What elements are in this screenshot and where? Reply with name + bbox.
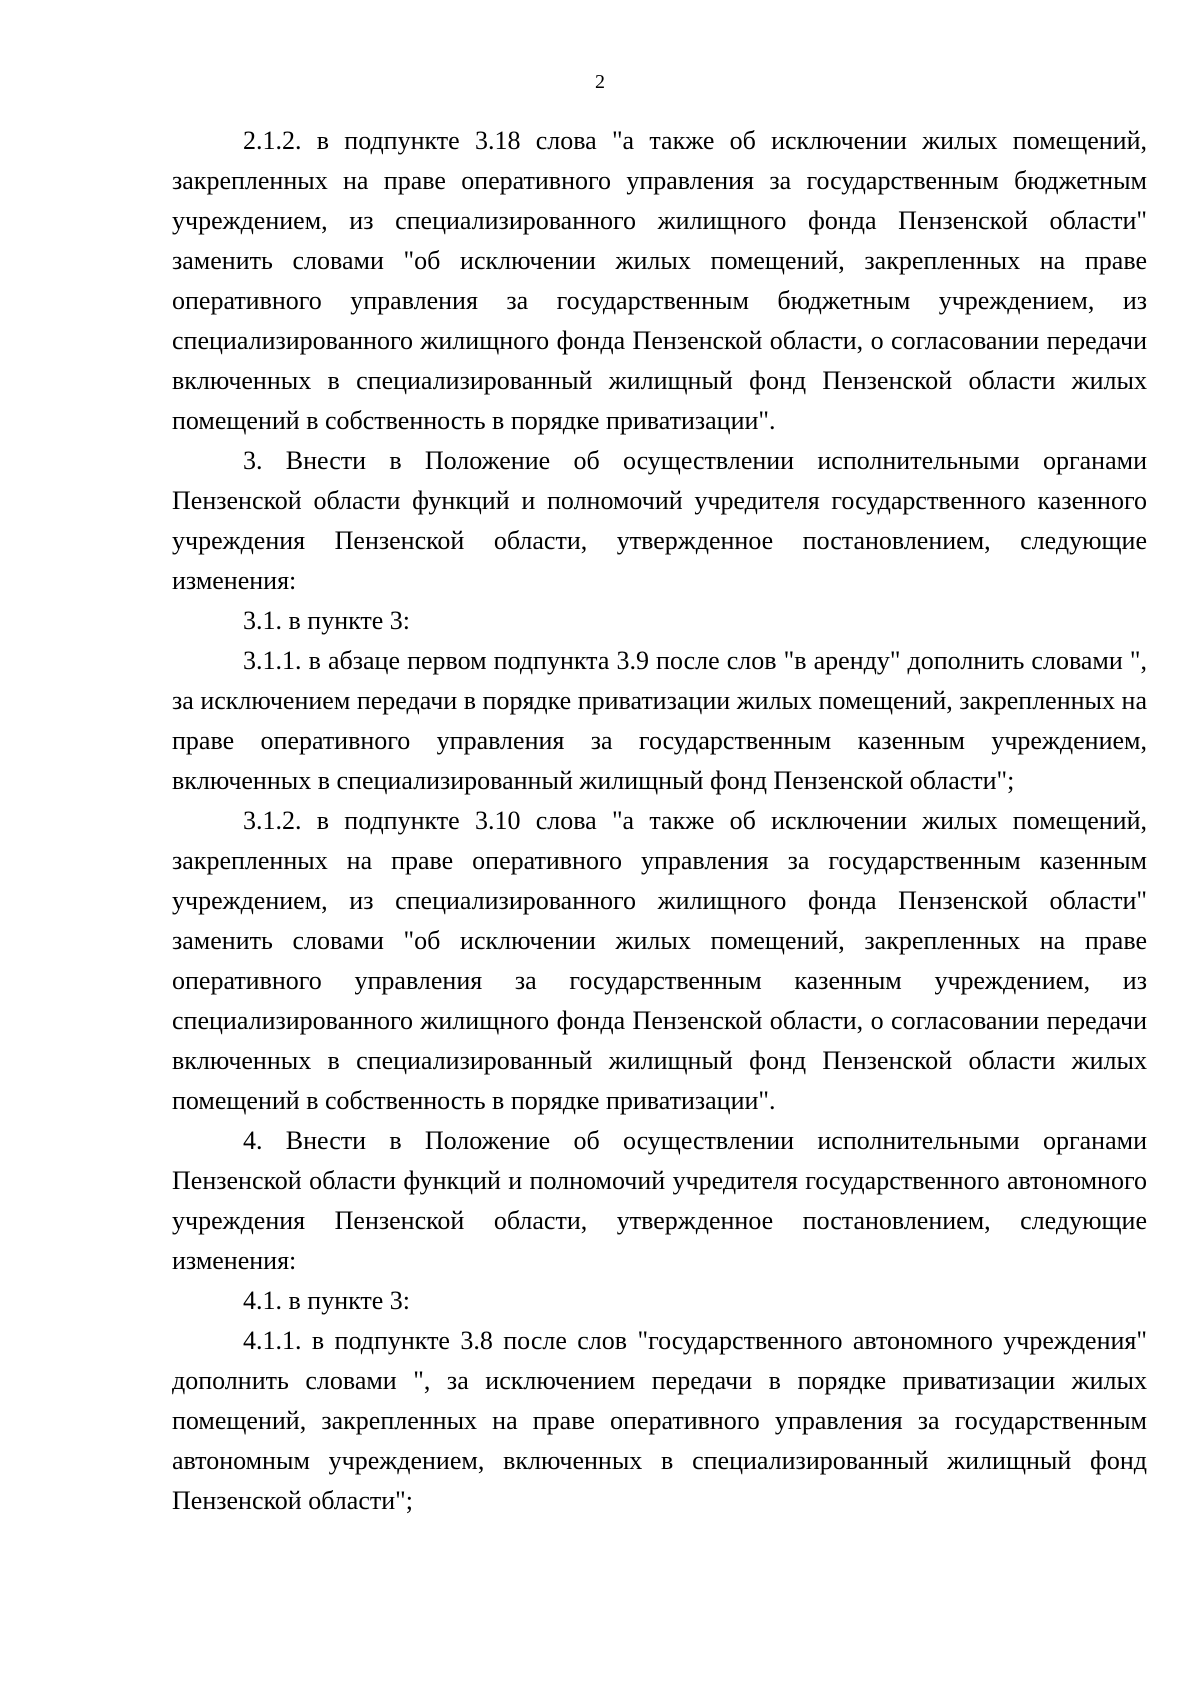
document-body <box>172 121 1147 1521</box>
paragraph-2-1-2: 2.1.2. в подпункте 3.18 слова "а также об исключении жилых помещений, закрепленных на праве оперативного управления за государственным бюджетным учреждением, из специализированного жилищного фонда Пензенской области" заменить словами "об исключении жилых помещений, закрепленных на праве оперативного управления за государственным бюджетным учреждением, из специализированного жилищного фонда Пензенской области, о согласовании передачи включенных в специализированный жилищный фонд Пензенской области жилых помещений в собственность в порядке приватизации". <box>172 126 1147 435</box>
page-number: 2 <box>595 71 605 93</box>
paragraph-3-1: 3.1. в пункте 3: <box>243 606 411 635</box>
paragraph-3: 3. Внести в Положение об осуществлении исполнительными органами Пензенской области функций и полномочий учредителя государственного казенного учреждения Пензенской области, утвержденное постановлением, следующие изменения: <box>172 446 1147 595</box>
paragraph-3-1-2: 3.1.2. в подпункте 3.10 слова "а также об исключении жилых помещений, закрепленных на праве оперативного управления за государственным казенным учреждением, из специализированного жилищного фонда Пензенской области" заменить словами "об исключении жилых помещений, закрепленных на праве оперативного управления за государственным казенным учреждением, из специализированного жилищного фонда Пензенской области, о согласовании передачи включенных в специализированный жилищный фонд Пензенской области жилых помещений в собственность в порядке приватизации". <box>172 806 1147 1115</box>
paragraph-4-1: 4.1. в пункте 3: <box>243 1286 411 1315</box>
paragraph-4: 4. Внести в Положение об осуществлении исполнительными органами Пензенской области функций и полномочий учредителя государственного автономного учреждения Пензенской области, утвержденное постановлением, следующие изменения: <box>172 1126 1147 1275</box>
paragraph-3-1-1: 3.1.1. в абзаце первом подпункта 3.9 после слов "в аренду" дополнить словами ", за исключением передачи в порядке приватизации жилых помещений, закрепленных на праве оперативного управления за государственным казенным учреждением, включенных в специализированный жилищный фонд Пензенской области"; <box>172 646 1147 795</box>
paragraph-4-1-1: 4.1.1. в подпункте 3.8 после слов "государственного автономного учреждения" дополнить словами ", за исключением передачи в порядке приватизации жилых помещений, закрепленных на праве оперативного управления за государственным автономным учреждением, включенных в специализированный жилищный фонд Пензенской области"; <box>172 1326 1147 1515</box>
